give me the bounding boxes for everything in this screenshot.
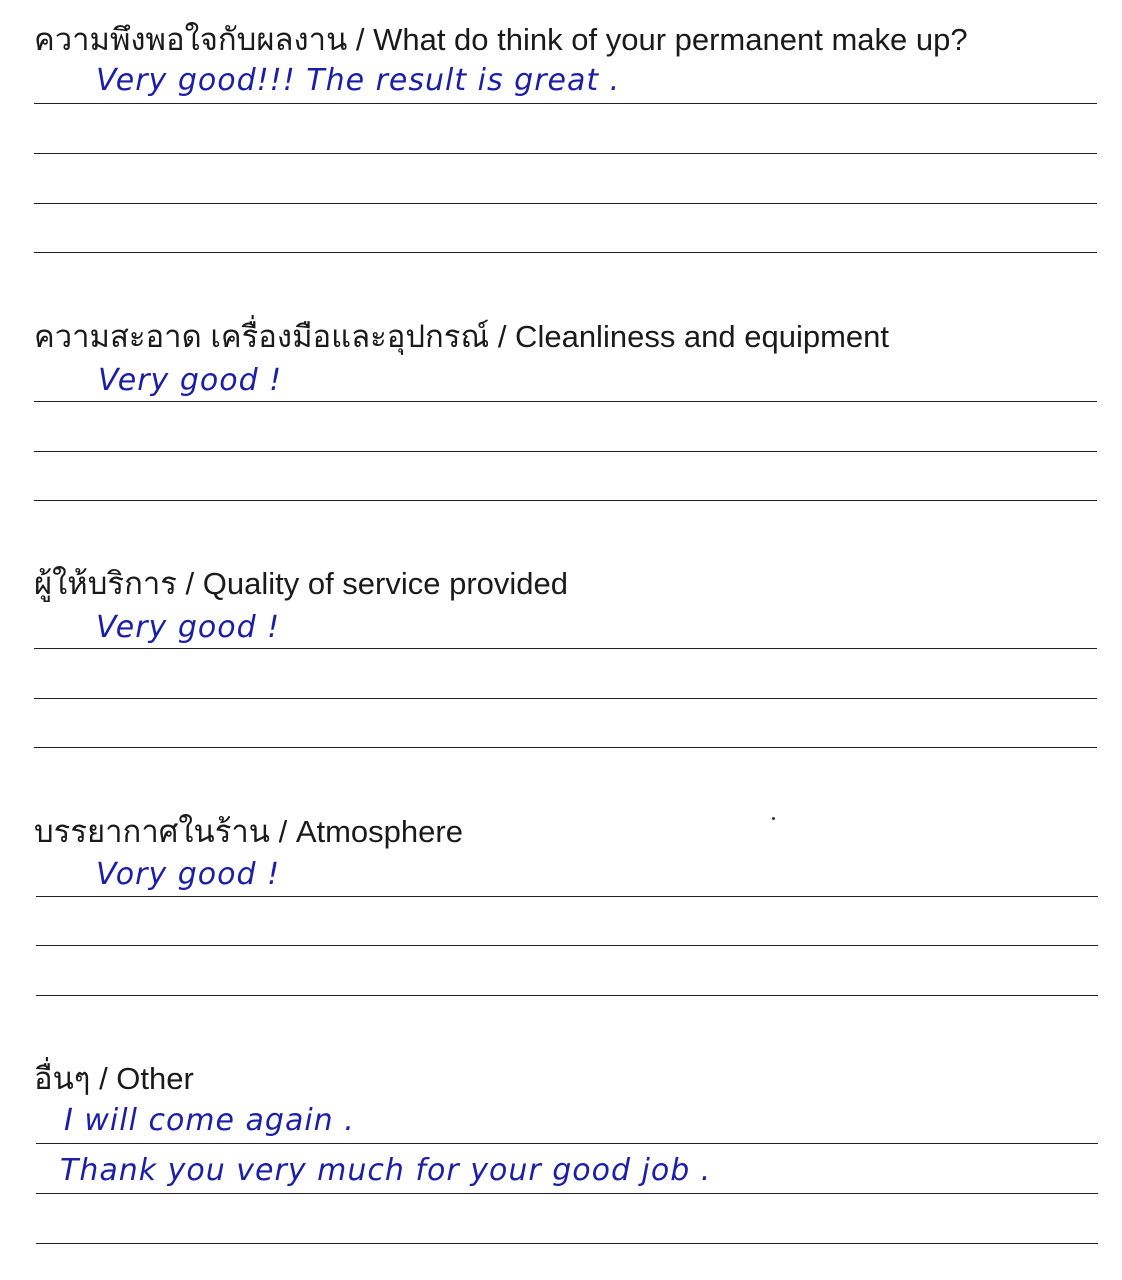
answer-line	[34, 500, 1097, 501]
answer-line	[34, 451, 1097, 452]
answer-line	[36, 1143, 1098, 1144]
question-other: อื่นๆ / Other	[34, 1061, 194, 1096]
question-service: ผู้ให้บริการ / Quality of service provided	[34, 566, 569, 601]
answer-line	[34, 401, 1097, 402]
answer-line	[36, 1243, 1098, 1244]
answer-line	[34, 648, 1097, 649]
answer-line	[36, 896, 1098, 897]
answer-line	[34, 203, 1097, 204]
question-cleanliness: ความสะอาด เครื่องมือและอุปกรณ์ / Cleanliness and equipment	[34, 319, 890, 354]
answer-service-line-1: Very good !	[96, 610, 281, 645]
question-satisfaction: ความพึงพอใจกับผลงาน / What do think of your permanent make up?	[34, 22, 968, 57]
question-atmosphere: บรรยากาศในร้าน / Atmosphere	[34, 814, 463, 849]
answer-line	[36, 945, 1098, 946]
answer-line	[36, 1193, 1098, 1194]
answer-line	[36, 995, 1098, 996]
answer-atmosphere-line-1: Vory good !	[96, 857, 281, 892]
answer-line	[34, 153, 1097, 154]
ink-speck	[772, 817, 775, 820]
answer-line	[34, 252, 1097, 253]
answer-other-line-2: Thank you very much for your good job .	[60, 1153, 712, 1188]
answer-line	[34, 698, 1097, 699]
answer-line	[34, 747, 1097, 748]
answer-other-line-1: I will come again .	[64, 1103, 355, 1138]
answer-cleanliness-line-1: Very good !	[98, 363, 283, 398]
answer-satisfaction-line-1: Very good!!! The result is great .	[96, 63, 621, 98]
answer-line	[34, 103, 1097, 104]
